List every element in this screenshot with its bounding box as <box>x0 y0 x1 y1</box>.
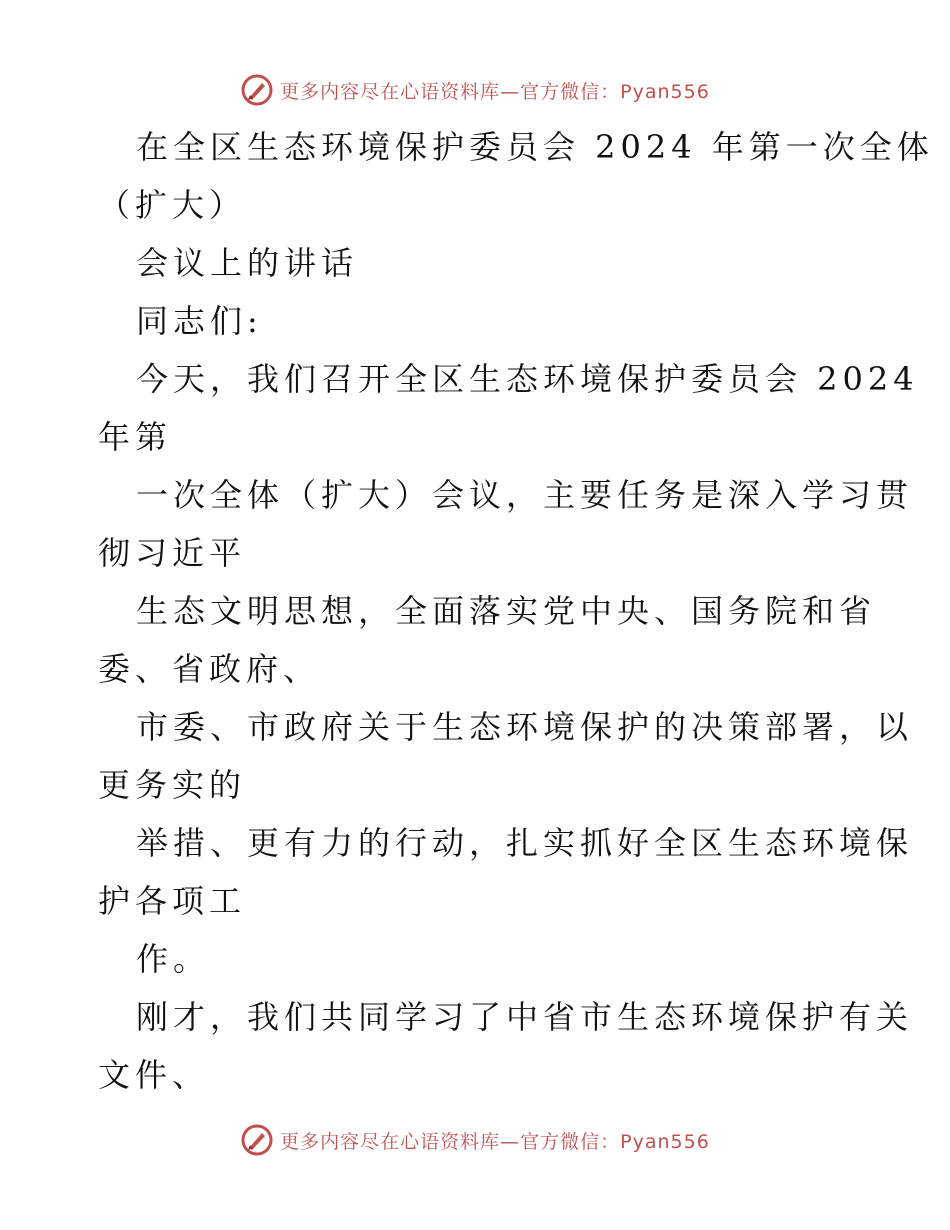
text-line: 同志们: <box>136 302 263 340</box>
pen-logo-icon <box>240 1123 274 1157</box>
text-line: 举措、更有力的行动，扎实抓好全区生态环境保 <box>136 824 914 862</box>
text-line: 一次全体（扩大）会议，主要任务是深入学习贯 <box>136 476 914 514</box>
text-line: 文件、 <box>98 1056 210 1094</box>
watermark-text: 更多内容尽在心语资料库—官方微信：Pyan556 <box>280 1130 710 1153</box>
text-line: 护各项工 <box>98 882 247 920</box>
watermark-text: 更多内容尽在心语资料库—官方微信：Pyan556 <box>280 80 710 103</box>
text-line: 会议上的讲话 <box>136 244 359 282</box>
text-line: 年第 <box>98 418 173 456</box>
text-line: 作。 <box>136 940 211 978</box>
text-line: （扩大） <box>98 186 247 224</box>
text-line: 今天，我们召开全区生态环境保护委员会 2024 <box>136 360 919 398</box>
text-line: 刚才，我们共同学习了中省市生态环境保护有关 <box>136 998 914 1036</box>
text-line: 生态文明思想，全面落实党中央、国务院和省 <box>136 592 877 630</box>
text-line: 更务实的 <box>98 766 247 804</box>
header-watermark <box>0 70 950 110</box>
text-line: 在全区生态环境保护委员会 2024 年第一次全体 <box>136 128 934 166</box>
pen-logo-icon <box>240 73 274 107</box>
document-body <box>98 118 934 1104</box>
text-line: 委、省政府、 <box>98 650 321 688</box>
text-line: 市委、市政府关于生态环境保护的决策部署，以 <box>136 708 914 746</box>
footer-watermark <box>0 1120 950 1160</box>
text-line: 彻习近平 <box>98 534 247 572</box>
